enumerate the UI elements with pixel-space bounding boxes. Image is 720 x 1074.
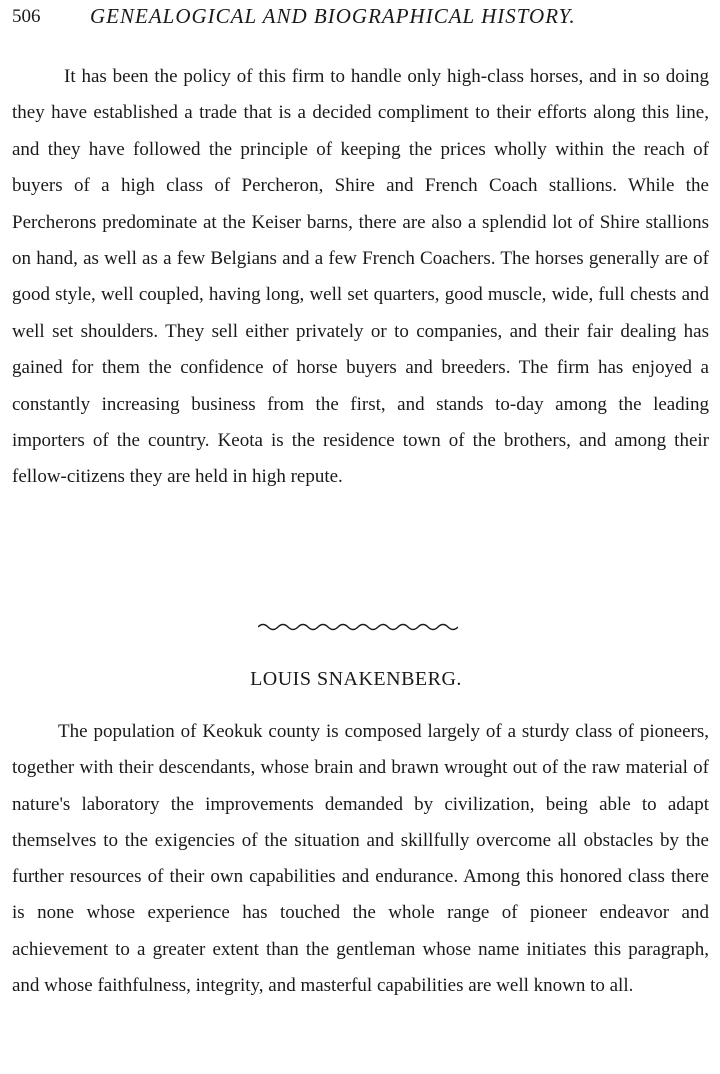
running-head-title: GENEALOGICAL AND BIOGRAPHICAL HISTORY.: [90, 4, 576, 28]
running-head: [12, 4, 708, 30]
page-number: 506: [12, 6, 41, 27]
wavy-divider-ornament: [258, 622, 458, 632]
section-title: LOUIS SNAKENBERG.: [250, 668, 462, 690]
body-paragraph-keiser-firm: It has been the policy of this firm to handle only high-class horses, and in so doing they have established a trade that is a decided compliment to their efforts along this line, and they have followed the principle of keeping the prices wholly within the reach of buyers of a high class of Percheron, Shire and French Coach stallions. While the Percherons predominate at the Keiser barns, there are also a splendid lot of Shire stallions on hand, as well as a few Belgians and a few French Coachers. The horses generally are of good style, well coupled, having long, well set quarters, good muscle, wide, full chests and well set shoulders. They sell either privately or to companies, and their fair dealing has gained for them the confidence of horse buyers and breeders. The firm has enjoyed a constantly increasing business from the first, and stands to-day among the leading importers of the country. Keota is the residence town of the brothers, and among their fellow-citizens they are held in high repute.: [12, 66, 709, 488]
body-paragraph-snakenberg: The population of Keokuk county is composed largely of a sturdy class of pioneers, together with their descendants, whose brain and brawn wrought out of the raw material of nature's laboratory the improvements demanded by civilization, being able to adapt themselves to the exigencies of the situation and skillfully overcome all obstacles by the further resources of their own capabilities and endurance. Among this honored class there is none whose experience has touched the whole range of pioneer endeavor and achievement to a greater extent than the gentleman whose name initiates this paragraph, and whose faithfulness, integrity, and masterful capabilities are well known to all.: [12, 721, 709, 997]
